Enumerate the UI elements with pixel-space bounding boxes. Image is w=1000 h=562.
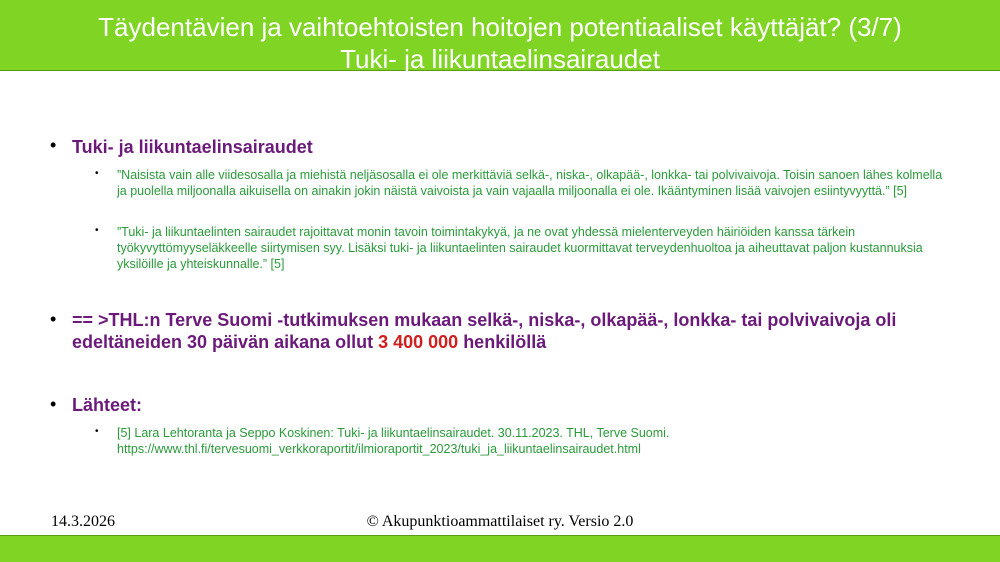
quote-text: ”Tuki- ja liikuntaelinten sairaudet rajoittavat monin tavoin toimintakykyä, ja ne ovat yhdessä mielenterveyden häiriöiden kanssa tärkein työkyvyttömyyseläkkeelle siirtymisen syy. Lisäksi tuki- ja liikuntaelinten sairaudet kuormittavat terveydenhuoltoa ja aiheuttavat paljon kustannuksia yksilöille ja yhteiskunnalle.” [5] [117, 225, 923, 271]
slide-title: Täydentävien ja vaihtoehtoisten hoitojen potentiaaliset käyttäjät? (3/7) [98, 12, 902, 42]
footer-copyright: © Akupunktioammattilaiset ry. Versio 2.0 [366, 513, 634, 530]
quote-text: ”Naisista vain alle viidesosalla ja miehistä neljäsosalla ei ole merkittäviä selkä-, niska-, olkapää-, lonkka- tai polvivaivoja. Toisin sanoen lähes kolmella ja puolella miljoonalla aikuisella on ainakin jokin näistä vaivoista ja vain vajaalla miljoonalla ei ole. Ikääntyminen lisää vaivojen esiintyvyyttä.” [5] [117, 168, 943, 198]
bullet-icon: • [95, 225, 99, 236]
bullet-icon: • [95, 426, 99, 437]
statistic-statement [72, 309, 952, 353]
bullet-icon: • [95, 168, 99, 179]
section-heading: Tuki- ja liikuntaelinsairaudet [72, 137, 313, 157]
statement-text: == >THL:n Terve Suomi -tutkimuksen mukaan selkä-, niska-, olkapää-, lonkka- tai polvivaivoja oli edeltäneiden 30 päivän aikana ollut [72, 310, 897, 352]
bullet-icon: • [50, 309, 57, 329]
footer-date: 14.3.2026 [51, 513, 115, 530]
highlight-number: 3 400 000 [378, 332, 459, 352]
statement-suffix: henkilöllä [458, 332, 547, 352]
slide-header [0, 0, 1000, 74]
bullet-icon: • [50, 135, 57, 155]
footer-bar [0, 535, 1000, 562]
sources-heading: Lähteet: [72, 395, 143, 415]
bullet-icon: • [50, 394, 57, 414]
source-text: [5] Lara Lehtoranta ja Seppo Koskinen: Tuki- ja liikuntaelinsairaudet. 30.11.2023. THL, Terve Suomi. https://www.thl.fi/tervesuomi_verkkoraportit/ilmioraportit_2023/tuki_ja_liikuntaelinsairaudet.html [117, 426, 670, 456]
slide-subtitle: Tuki- ja liikuntaelinsairaudet [340, 44, 660, 74]
